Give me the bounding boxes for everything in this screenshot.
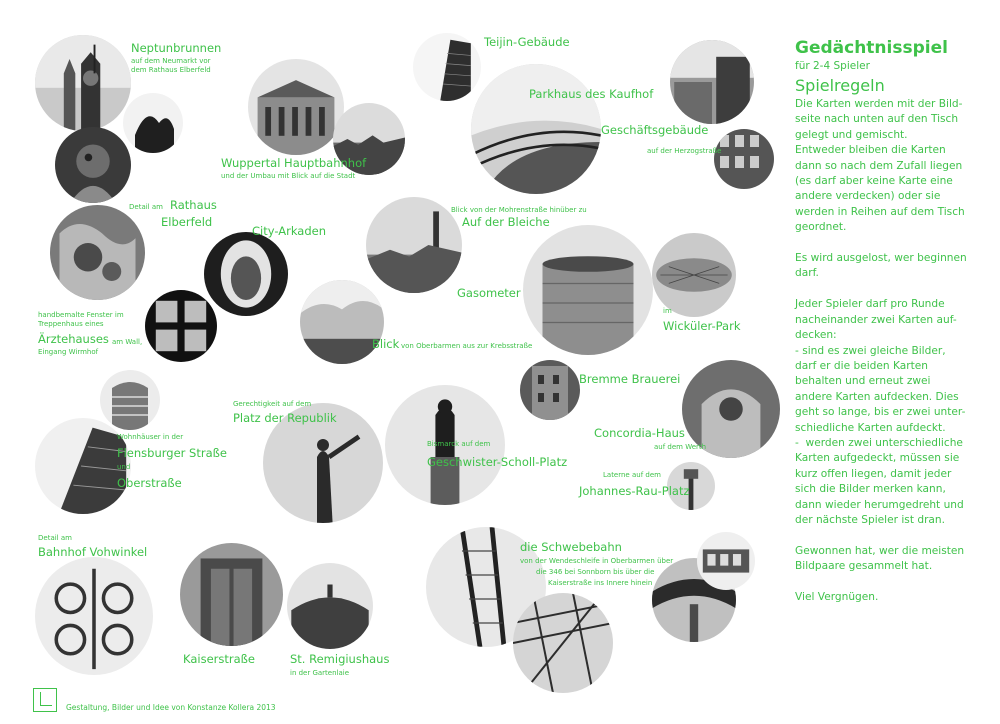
logo-icon [33, 688, 57, 712]
rules-text: Die Karten werden mit der Bild- seite nach unten auf den Tisch gelegt und gemischt. Entweder bleiben die Karten dann so nach dem Zufall liegen (es darf aber keine Karte eine andere verdecken) oder sie werden in Reihen auf dem Tisch geordnet. Es wird ausgelost, wer beginnen darf. Jeder Spieler darf pro Runde nacheinander zwei Karten auf- decken: - sind es zwei gleiche Bilder, darf er die beiden Karten behalten und erneut zwei andere Karten aufdecken. Dies geht so lange, bis er zwei unter- schiedliche Karten aufdeckt. - werden zwei unterschiedliche Karten aufgedeckt, müssen sie kurz offen liegen, damit jeder sich die Bilder merken kann, dann wieder herumgedreht und der nächste Spieler ist dran. Gewonnen hat, wer die meisten Bildpaare gesammelt hat. Viel Vergnügen. [795, 98, 967, 603]
caption-laterne: Laterne auf dem [603, 471, 661, 479]
label-st-remigiushaus: St. Remigiushaus [290, 652, 390, 666]
photo-geschaeft-detail [714, 129, 774, 189]
label-city-arkaden: City-Arkaden [252, 224, 326, 238]
label-teijin: Teijin-Gebäude [484, 35, 570, 49]
label-kaufhof: Parkhaus des Kaufhof [529, 87, 654, 101]
label-gasometer: Gasometer [457, 286, 521, 300]
label-geschwister-scholl-platz: Geschwister-Scholl-Platz [427, 455, 568, 469]
caption-rathaus: Detail am [129, 203, 163, 211]
photo-geschaeftsgebaeude [670, 40, 754, 124]
photo-neptun-detail-1 [123, 93, 183, 153]
label-rathaus-1: Rathaus [170, 198, 217, 212]
label-neptunbrunnen: Neptunbrunnen [131, 41, 222, 55]
label-aerztehaus: Ärztehauses [38, 332, 109, 346]
caption-aerzte-2: Treppenhaus eines [38, 320, 104, 328]
label-blick: Blick [372, 337, 400, 351]
label-schwebebahn: die Schwebebahn [520, 540, 622, 554]
caption-vohwinkel: Detail am [38, 534, 72, 542]
game-subtitle: für 2-4 Spieler [795, 60, 870, 72]
caption-flensburger: Wohnhäuser in der [117, 433, 184, 441]
photo-bahnhof-vohwinkel [35, 557, 153, 675]
photo-parkhaus-kaufhof [471, 64, 601, 194]
photo-teijin [413, 33, 481, 101]
caption-neptun-1: auf dem Neumarkt vor [131, 57, 211, 65]
caption-wickueler: im [663, 307, 672, 315]
photo-neptunbrunnen [35, 35, 131, 131]
label-wickueler-park: Wicküler-Park [663, 319, 741, 333]
caption-schwebebahn-1: von der Wendeschleife in Oberbarmen über [520, 557, 674, 565]
photo-wickueler-park [652, 233, 736, 317]
photo-city-arkaden [204, 232, 288, 316]
caption-herzogstrasse: auf der Herzogstraße [647, 147, 722, 155]
caption-remigius: in der Gartenlaie [290, 669, 350, 677]
game-title: Gedächtnisspiel [795, 38, 948, 58]
rules-heading: Spielregeln [795, 76, 885, 95]
rules-panel [795, 38, 990, 605]
label-bremme-brauerei: Bremme Brauerei [579, 372, 681, 386]
caption-schwebebahn-3: Kaiserstraße ins Innere hinein [548, 579, 653, 587]
label-concordia-haus: Concordia-Haus [594, 426, 685, 440]
photo-schwebebahn-station [697, 532, 755, 590]
caption-republik: Gerechtigkeit auf dem [233, 400, 312, 408]
label-hauptbahnhof: Wuppertal Hauptbahnhof [221, 156, 367, 170]
caption-und: und [117, 463, 131, 471]
label-flensburger-strasse: Flensburger Straße [117, 446, 227, 460]
photo-hauptbahnhof [248, 59, 344, 155]
credit-line: Gestaltung, Bilder und Idee von Konstanze Kollera 2013 [66, 703, 276, 712]
photo-blick-oberbarmen [300, 280, 384, 364]
caption-bismarck: Bismarck auf dem [427, 440, 491, 448]
label-bahnhof-vohwinkel: Bahnhof Vohwinkel [38, 545, 148, 559]
photo-neptun-detail-2 [55, 127, 131, 203]
photo-aerztehaus-fenster [145, 290, 217, 362]
label-auf-der-bleiche: Auf der Bleiche [462, 215, 550, 229]
label-johannes-rau-platz: Johannes-Rau-Platz [579, 484, 690, 498]
caption-neptun-2: dem Rathaus Elberfeld [131, 66, 211, 74]
label-platz-der-republik: Platz der Republik [233, 411, 337, 425]
photo-gasometer [523, 225, 653, 355]
label-oberstrasse: Oberstraße [117, 476, 182, 490]
caption-aerzte-1: handbemalte Fenster im [38, 311, 124, 319]
photo-schwebebahn-gleis [513, 593, 613, 693]
label-geschaeftsgebaeude: Geschäftsgebäude [601, 123, 709, 137]
caption-hauptbahnhof: und der Umbau mit Blick auf die Stadt [221, 172, 356, 180]
caption-schwebebahn-2: die 346 bei Sonnborn bis über die [536, 568, 655, 576]
photo-rathaus-elberfeld [50, 205, 145, 300]
photo-bremme-brauerei [520, 360, 580, 420]
photo-kaiserstrasse [180, 543, 283, 646]
caption-blick: von Oberbarmen aus zur Krebsstraße [401, 342, 533, 350]
label-kaiserstrasse: Kaiserstraße [183, 652, 255, 666]
photo-st-remigiushaus [287, 563, 373, 649]
caption-aerzte-3: am Wall, [112, 338, 143, 346]
label-rathaus-2: Elberfeld [161, 215, 213, 229]
photo-flensburger-strasse [100, 370, 160, 430]
caption-concordia: auf dem Werth [654, 443, 707, 451]
caption-aerzte-4: Eingang Wirmhof [38, 348, 99, 356]
caption-bleiche: Blick von der Mohrenstraße hinüber zu [451, 206, 587, 214]
photo-auf-der-bleiche [366, 197, 462, 293]
